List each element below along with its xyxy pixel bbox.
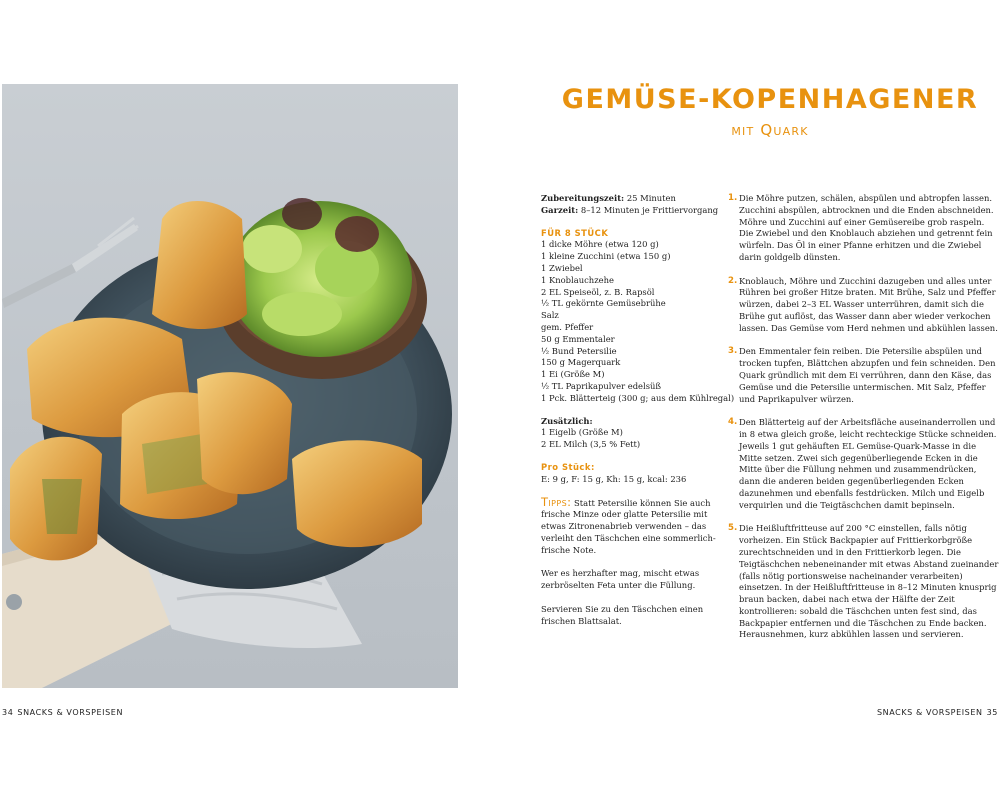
tip-text: Statt Petersilie können Sie auch frische Minze oder glatte Petersilie mit etwas Zitronenabrieb verwenden – das verleiht den Täschchen eine sommerlich-frische Note. <box>541 497 716 555</box>
ingredient-item: 150 g Magerquark <box>541 357 621 368</box>
step-text: Die Möhre putzen, schälen, abspülen und abtropfen lassen. Zucchini abspülen, abtrocknen und die Enden abschneiden. Möhre und Zucchini auf einer Gemüsereibe grob raspeln. Die Zwiebel und den Knoblauch abziehen und getrennt fein würfeln. Das Öl in einer Pfanne erhitzen und die Zwiebel darin goldgelb dünsten. <box>739 193 994 262</box>
ingredients-column <box>541 193 735 639</box>
ingredient-item: ½ Bund Petersilie <box>541 345 617 356</box>
steps-column <box>728 193 1000 653</box>
step-number: 4. <box>728 417 738 428</box>
step-item <box>728 193 1000 264</box>
ingredients-heading: FÜR 8 STÜCK <box>541 227 609 238</box>
page-number-left: 34 <box>2 708 14 717</box>
nutrition-heading: Pro Stück: <box>541 461 595 472</box>
ingredient-item: ½ TL gekörnte Gemüsebrühe <box>541 298 666 309</box>
cook-time <box>541 205 721 217</box>
cook-time-value: 8–12 Minuten je Frittiervorgang <box>578 204 719 215</box>
salad-bowl <box>217 198 427 379</box>
step-text: Die Heißluftfritteuse auf 200 °C einstellen, falls nötig vorheizen. Ein Stück Backpapier auf Frittierkorbgröße zurechtschneiden und in den Frittierkorb legen. Die Teigtäschchen nebeneinander mit etwas Abstand zueinander (falls nötig portionsweise nacheinander verarbeiten) einsetzen. In der Heißluftfritteuse in 8–12 Minuten knusprig braun backen, dabei nach etwa der Hälfte der Zeit kontrollieren: sobald die Täschchen unten fest sind, das Backpapier entfernen und die Täschchen zu Ende backen. Herausnehmen, kurz abkühlen lassen und servieren. <box>739 523 999 640</box>
ingredient-item: 1 kleine Zucchini (etwa 150 g) <box>541 251 671 262</box>
ingredient-item: 1 Knoblauchzehe <box>541 274 614 285</box>
tips-heading: Tipps: <box>541 494 572 509</box>
step-item <box>728 417 1000 511</box>
extra-item: 1 Eigelb (Größe M) <box>541 427 623 438</box>
prep-time-label: Zubereitungszeit: <box>541 193 625 203</box>
prep-time <box>541 193 721 205</box>
step-item <box>728 276 1000 335</box>
recipe-subtitle: mit Quark <box>731 121 809 139</box>
tip-paragraph: Servieren Sie zu den Täschchen einen frischen Blattsalat. <box>541 603 704 626</box>
section-name-left: SNACKS & VORSPEISEN <box>17 708 124 717</box>
step-item <box>728 346 1000 405</box>
ingredient-item: Salz <box>541 310 559 321</box>
nutrition-values: E: 9 g, F: 15 g, Kh: 15 g, kcal: 236 <box>541 473 687 484</box>
ingredient-item: 50 g Emmentaler <box>541 333 615 344</box>
footer-left <box>0 708 125 717</box>
step-text: Den Emmentaler fein reiben. Die Petersilie abspülen und trocken tupfen, Blättchen abzupfen und fein schneiden. Den Quark gründlich mit dem Ei verrühren, dann den Käse, das Gemüse und die Petersilie untermischen. Mit Salz, Pfeffer und Paprikapulver würzen. <box>739 346 996 404</box>
step-number: 5. <box>728 523 738 534</box>
extra-item: 2 EL Milch (3,5 % Fett) <box>541 439 641 450</box>
ingredient-item: 2 EL Speiseöl, z. B. Rapsöl <box>541 286 655 297</box>
extra-heading: Zusätzlich: <box>541 415 593 426</box>
prep-time-value: 25 Minuten <box>624 193 676 203</box>
ingredient-item: 1 Ei (Größe M) <box>541 369 605 380</box>
ingredient-item: ½ TL Paprikapulver edelsüß <box>541 380 661 391</box>
step-number: 2. <box>728 275 738 286</box>
step-number: 3. <box>728 346 738 357</box>
cook-time-label: Garzeit: <box>541 204 579 215</box>
photo-illustration <box>2 84 458 688</box>
tip-paragraph: Wer es herzhafter mag, mischt etwas zerbröselten Feta unter die Füllung. <box>541 568 700 591</box>
page-number-right: 35 <box>986 708 998 717</box>
step-number: 1. <box>728 193 738 203</box>
ingredient-item: 1 Pck. Blätterteig (300 g; aus dem Kühlregal) <box>541 392 735 403</box>
recipe-title: GEMÜSE-KOPENHAGENER <box>561 84 979 115</box>
ingredient-item: 1 Zwiebel <box>541 262 583 273</box>
step-item <box>728 523 1000 641</box>
section-name-right: SNACKS & VORSPEISEN <box>876 708 983 717</box>
step-text: Den Blätterteig auf der Arbeitsfläche auseinanderrollen und in 8 etwa gleich große, leicht rechteckige Stücke schneiden. Jeweils 1 gut gehäuften EL Gemüse-Quark-Masse in die Mitte setzen. Zwei sich gegenüberliegende Ecken in die Mitte über die Füllung nehmen und zusammendrücken, dann die anderen beiden gegenüberliegenden Ecken dazunehmen und ebenfalls festdrücken. Milch und Eigelb verquirlen und die Teigtäschchen damit bepinseln. <box>739 417 997 510</box>
footer-right <box>875 708 1000 717</box>
step-text: Knoblauch, Möhre und Zucchini dazugeben und alles unter Rühren bei großer Hitze braten. Mit Brühe, Salz und Pfeffer würzen, dabei 2–3 EL Wasser unterrühren, damit sich die Brühe gut auflöst, das Wasser dann aber wieder verkochen lassen. Das Gemüse vom Herd nehmen und abkühlen lassen. <box>739 275 998 333</box>
ingredient-item: gem. Pfeffer <box>541 321 594 332</box>
recipe-photo <box>2 84 458 688</box>
tip-paragraph <box>541 494 721 557</box>
ingredient-item: 1 dicke Möhre (etwa 120 g) <box>541 239 659 250</box>
